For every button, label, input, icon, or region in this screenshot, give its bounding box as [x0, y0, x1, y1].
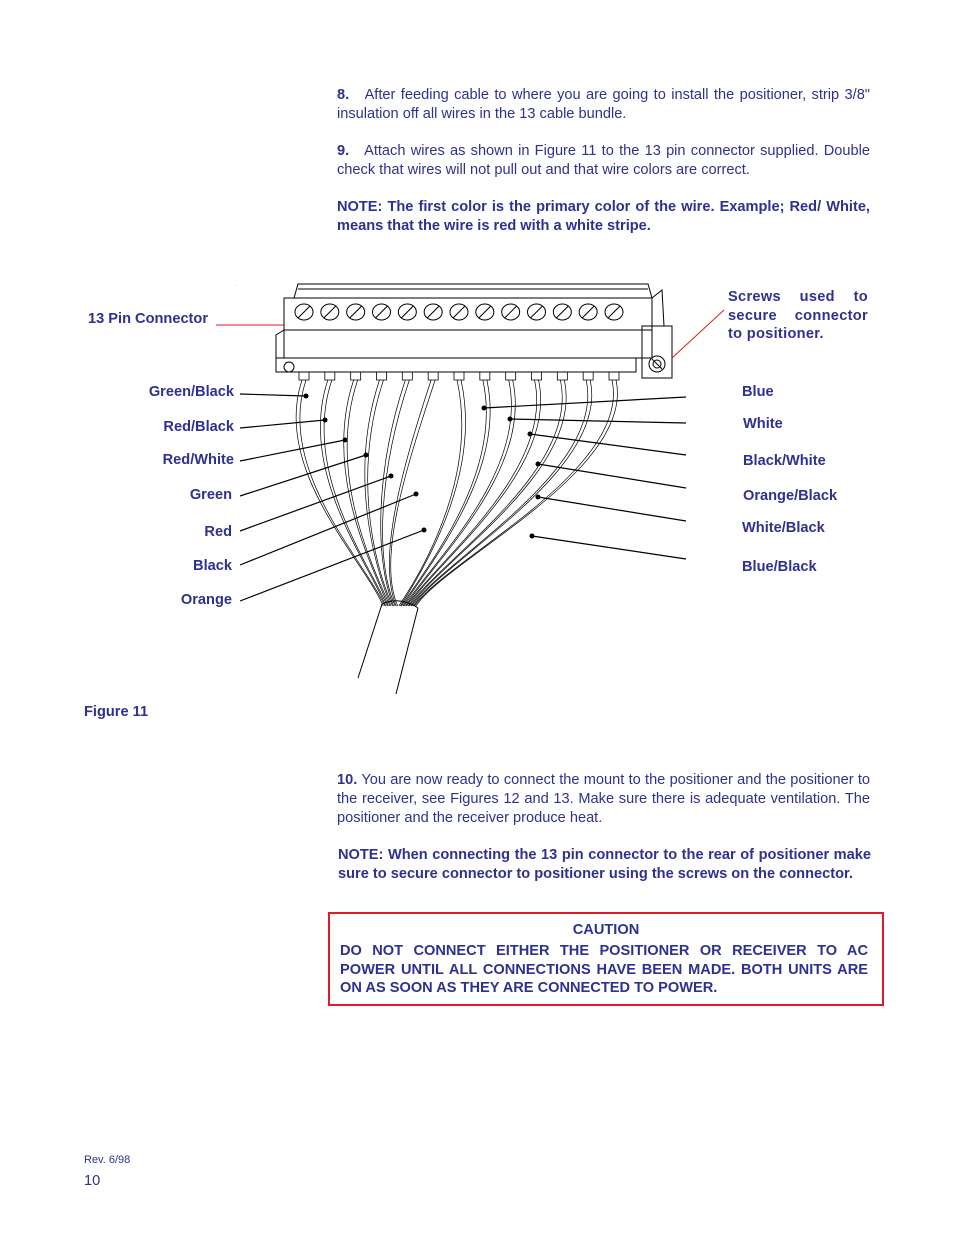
callout-dot: [528, 432, 533, 437]
screw-slot: [376, 306, 388, 318]
callout-line: [538, 464, 686, 488]
wire-strand: [300, 380, 385, 606]
callout-dot: [323, 418, 328, 423]
step-9-text: Attach wires as shown in Figure 11 to the 13 pin connector supplied. Double check that wires will not pull out and that wire colors are correct.: [337, 143, 871, 178]
callout-line: [240, 440, 345, 461]
wire-strand: [409, 380, 562, 606]
wire-strand: [411, 380, 566, 606]
pin-tab: [325, 372, 335, 380]
step-10-number: 10.: [337, 772, 358, 788]
wire-strand: [320, 380, 385, 606]
pin-tab: [402, 372, 412, 380]
figure-caption: Figure 11: [84, 704, 149, 720]
step-10: [337, 771, 870, 828]
wire-label-left-3: Red/White: [162, 452, 234, 468]
wire-label-right-2: White: [743, 416, 783, 432]
callout-line: [240, 530, 424, 601]
callout-dot: [536, 495, 541, 500]
screw-slot: [608, 306, 620, 318]
callout-line: [538, 497, 686, 521]
callout-line: [240, 420, 325, 428]
callout-dot: [422, 528, 427, 533]
wire-strand: [324, 380, 387, 606]
wire-label-left-5: Red: [204, 524, 232, 540]
pin-tab: [532, 372, 542, 380]
callout-line: [240, 394, 306, 396]
wire-strand: [412, 380, 588, 606]
step-9-number: 9.: [337, 143, 350, 159]
caution-text: DO NOT CONNECT EITHER THE POSITIONER OR RECEIVER TO AC POWER UNTIL ALL CONNECTIONS HAVE BEEN MADE. BOTH UNITS ARE ON AS SOON AS THEY ARE CONNECTED TO POWER.: [340, 943, 868, 996]
callout-dot: [364, 453, 369, 458]
callout-dot: [414, 492, 419, 497]
screws-pointer: [672, 310, 724, 358]
wire-label-right-6: Blue/Black: [742, 559, 817, 575]
step-9: [337, 142, 870, 180]
pin-tab: [583, 372, 593, 380]
note-secure-connector: NOTE: When connecting the 13 pin connector to the rear of positioner make sure to secure connector to positioner using the screws on the connector.: [338, 847, 871, 882]
callout-line: [532, 536, 686, 559]
screw-slot: [298, 306, 310, 318]
caution-box: [328, 912, 884, 1006]
wire-label-right-4: Orange/Black: [743, 488, 838, 504]
callout-dot: [536, 462, 541, 467]
callout-line: [530, 434, 686, 455]
screws-label: Screws used to secure connector to positioner.: [728, 289, 868, 342]
stray-mark: .: [236, 282, 238, 287]
connector-body: [276, 284, 672, 378]
pin-tab: [299, 372, 309, 380]
step-8-text: After feeding cable to where you are going to install the positioner, strip 3/8" insulation off all wires in the 13 cable bundle.: [337, 87, 870, 122]
screw-slot: [324, 306, 336, 318]
pin-tab: [557, 372, 567, 380]
callout-dot: [482, 406, 487, 411]
callout-line: [510, 419, 686, 423]
wire-strand: [391, 380, 436, 606]
wire-label-left-7: Orange: [180, 592, 232, 608]
page-number: 10: [84, 1173, 101, 1189]
wire-label-left-6: Black: [193, 558, 232, 574]
note-wire-colors: NOTE: The first color is the primary color of the wire. Example; Red/ White, means that the wire is red with a white stripe.: [337, 199, 870, 234]
screw-slot: [453, 306, 465, 318]
wire-callout-lines: [240, 394, 686, 602]
wire-label-left-1: Green/Black: [148, 384, 234, 400]
callout-line: [484, 397, 686, 408]
revision-note: Rev. 6/98: [84, 1154, 131, 1166]
wire-strand: [383, 380, 410, 606]
wire-strand: [368, 380, 393, 606]
wire-label-left-4: Green: [189, 487, 232, 503]
cable-jacket: [358, 601, 418, 694]
callout-dot: [304, 394, 309, 399]
screw-slot: [582, 306, 594, 318]
wire-label-right-5: White/Black: [742, 520, 825, 536]
pin-tab: [609, 372, 619, 380]
wire-label-right-3: Black/White: [743, 453, 826, 469]
pin-tab: [454, 372, 464, 380]
terminal-pins: [299, 372, 619, 380]
connector-label: 13 Pin Connector: [88, 311, 209, 327]
screw-slot: [479, 306, 491, 318]
screw-slot: [531, 306, 543, 318]
wire-label-left-2: Red/Black: [163, 419, 234, 435]
callout-dot: [343, 438, 348, 443]
wire-strand: [400, 380, 465, 606]
callout-dot: [389, 474, 394, 479]
pin-tab: [506, 372, 516, 380]
wire-strand: [414, 380, 613, 606]
wire-label-right-1: Blue: [742, 384, 774, 400]
screw-slot: [427, 306, 439, 318]
callout-dot: [508, 417, 513, 422]
screw-slot: [350, 306, 362, 318]
pin-tab: [351, 372, 361, 380]
screw-slot: [401, 306, 413, 318]
step-8: [337, 86, 870, 124]
screw-slot: [556, 306, 568, 318]
pin-tab: [377, 372, 387, 380]
wire-strand: [399, 380, 462, 606]
step-10-text: You are now ready to connect the mount to the positioner and the positioner to the receiver, see Figures 12 and 13. Make sure there is adequate ventilation. The positioner and the receiver produce heat.: [337, 772, 871, 826]
screw-slot: [505, 306, 517, 318]
pin-tab: [480, 372, 490, 380]
wire-strand: [406, 380, 516, 606]
callout-dot: [530, 534, 535, 539]
step-8-number: 8.: [337, 87, 350, 103]
terminal-screws: [295, 304, 623, 320]
caution-title: CAUTION: [572, 922, 640, 938]
pin-tab: [428, 372, 438, 380]
